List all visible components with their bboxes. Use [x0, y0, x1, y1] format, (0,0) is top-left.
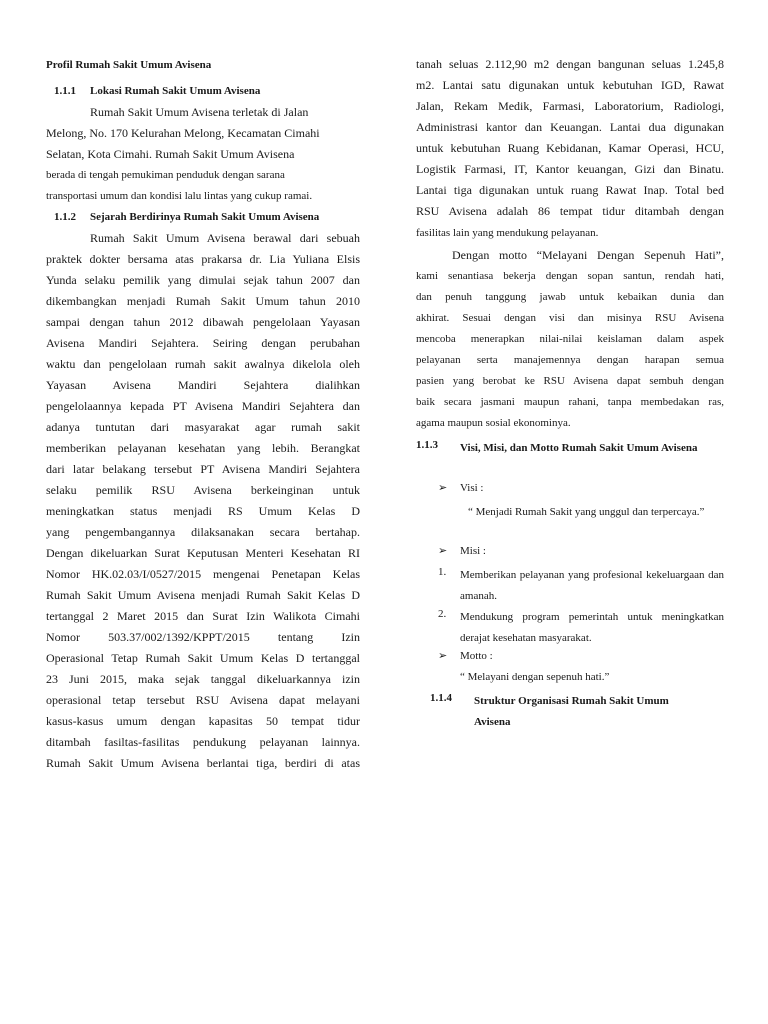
section-1-1-1-title: Lokasi Rumah Sakit Umum Avisena: [90, 85, 261, 97]
paragraph-line: adanya tuntutan dari masyarakat agar rumah sakit: [46, 420, 360, 434]
paragraph-line: Rumah Sakit Umum Avisena menjadi Rumah Sakit Kelas D: [46, 588, 360, 602]
paragraph-line: pelayanan serta manajemennya dengan harapan semua: [416, 354, 724, 366]
paragraph-line: memberikan pelayanan kesehatan yang lebih. Berangkat: [46, 441, 360, 455]
paragraph-line: Dengan dikeluarkan Surat Keputusan Menteri Kesehatan RI: [46, 546, 360, 560]
paragraph-line: untuk kebutuhan Ruang Kebidanan, Kamar Operasi, HCU,: [416, 141, 724, 155]
section-1-1-2-title: Sejarah Berdirinya Rumah Sakit Umum Avisena: [90, 211, 320, 223]
paragraph-line: ditambah fasiltas-fasilitas pendukung pelayanan lainnya.: [46, 735, 360, 749]
paragraph-line: Rumah Sakit Umum Avisena berlantai tiga, berdiri di atas: [46, 756, 360, 770]
paragraph-line: meningkatkan status menjadi RS Umum Kelas D: [46, 504, 360, 518]
paragraph-line: kasus-kasus umum dengan kapasitas 50 tempat tidur: [46, 714, 360, 728]
paragraph-line: Rumah Sakit Umum Avisena terletak di Jalan: [90, 105, 309, 119]
paragraph-line: Logistik Farmasi, IT, Kantor keuangan, Gizi dan Binatu.: [416, 162, 724, 176]
motto-text: “ Melayani dengan sepenuh hati.”: [460, 671, 610, 683]
paragraph-line: dikembangkan menjadi Rumah Sakit Umum tahun 2010: [46, 294, 360, 308]
paragraph-line: selaku pemilik RSU Avisena berkeinginan untuk: [46, 483, 360, 497]
document-title: Profil Rumah Sakit Umum Avisena: [46, 59, 212, 71]
paragraph-line: Administrasi kantor dan Keuangan. Lantai dua digunakan: [416, 120, 724, 134]
section-1-1-4-number: 1.1.4: [430, 692, 452, 704]
paragraph-line: RSU Avisena adalah 86 tempat tidur ditambah dengan: [416, 204, 724, 218]
paragraph-line: baik secara jasmani maupun rahani, tanpa membedakan ras,: [416, 396, 724, 408]
section-1-1-1-number: 1.1.1: [54, 85, 76, 97]
misi-item-text: Mendukung program pemerintah untuk meningkatkan derajat kesehatan masyarakat.: [460, 611, 724, 644]
paragraph-line: Melong, No. 170 Kelurahan Melong, Kecamatan Cimahi: [46, 126, 320, 140]
misi-item-number: 1.: [438, 566, 447, 578]
paragraph-line: Rumah Sakit Umum Avisena berawal dari sebuah: [90, 231, 360, 245]
paragraph-line: dan penuh tanggung jawab untuk kebaikan dunia dan: [416, 291, 724, 303]
paragraph-line: pengelolaannya kepada PT Avisena Mandiri Sejahtera dan: [46, 399, 360, 413]
paragraph-line: tertanggal 2 Maret 2015 dan Surat Izin Walikota Cimahi: [46, 609, 360, 623]
paragraph-line: akhirat. Sesuai dengan visi dan misinya RSU Avisena: [416, 312, 724, 324]
paragraph-line: agama maupun sosial ekonominya.: [416, 417, 571, 429]
misi-item-number: 2.: [438, 608, 447, 620]
paragraph-line: Nomor HK.02.03/I/0527/2015 mengenai Penetapan Kelas: [46, 567, 360, 581]
section-1-1-3-number: 1.1.3: [416, 439, 438, 451]
paragraph-line: Jalan, Rekam Medik, Farmasi, Laboratorium, Radiologi,: [416, 99, 724, 113]
paragraph-line: 23 Juni 2015, maka sejak tanggal dikeluarkannya izin: [46, 672, 360, 686]
paragraph-line: mencoba menerapkan nilai-nilai keislaman dalam aspek: [416, 333, 724, 345]
misi-label: Misi :: [460, 545, 486, 557]
misi-item-text: Memberikan pelayanan yang profesional kekeluargaan dan amanah.: [460, 569, 724, 602]
paragraph-line: Nomor 503.37/002/1392/KPPT/2015 tentang Izin: [46, 630, 360, 644]
arrow-bullet-icon: ➢: [438, 650, 448, 662]
paragraph-line: praktek dokter bersama atas prakarsa dr. Lia Yuliana Elsis: [46, 252, 360, 266]
paragraph-line: dari latar belakang tersebut PT Avisena Mandiri Sejahtera: [46, 462, 360, 476]
section-1-1-4-title: Struktur Organisasi Rumah Sakit Umum Avisena: [474, 695, 669, 728]
paragraph-line: Dengan motto “Melayani Dengan Sepenuh Hati”,: [452, 248, 724, 262]
paragraph-line: transportasi umum dan kondisi lalu lintas yang cukup ramai.: [46, 190, 313, 202]
paragraph-line: Yunda selaku pemilik yang dimulai sejak tahun 2007 dan: [46, 273, 360, 287]
paragraph-line: pasien yang berobat ke RSU Avisena dapat sembuh dengan: [416, 375, 724, 387]
paragraph-line: Avisena Mandiri Sejahtera. Seiring dengan perubahan: [46, 336, 360, 350]
paragraph-line: fasilitas lain yang mendukung pelayanan.: [416, 227, 599, 239]
arrow-bullet-icon: ➢: [438, 482, 448, 494]
paragraph-line: m2. Lantai satu digunakan untuk kebutuhan IGD, Rawat: [416, 78, 724, 92]
paragraph-line: tanah seluas 2.112,90 m2 dengan bangunan seluas 1.245,8: [416, 57, 724, 71]
paragraph-line: yang pengembangannya dilaksanakan secara bertahap.: [46, 525, 360, 539]
paragraph-line: Operasional Tetap Rumah Sakit Umum Kelas D tertanggal: [46, 651, 360, 665]
motto-label: Motto :: [460, 650, 493, 662]
paragraph-line: waktu dan pengelolaan rumah sakit awalnya dikelola oleh: [46, 357, 360, 371]
paragraph-line: operasional tetap tersebut RSU Avisena dapat melayani: [46, 693, 360, 707]
paragraph-line: sampai dengan tahun 2012 dibawah pengelolaan Yayasan: [46, 315, 360, 329]
paragraph-line: berada di tengah pemukiman penduduk dengan sarana: [46, 169, 285, 181]
paragraph-line: Selatan, Kota Cimahi. Rumah Sakit Umum Avisena: [46, 147, 295, 161]
paragraph-line: Lantai tiga digunakan untuk ruang Rawat Inap. Total bed: [416, 183, 724, 197]
arrow-bullet-icon: ➢: [438, 545, 448, 557]
section-1-1-2-number: 1.1.2: [54, 211, 76, 223]
visi-label: Visi :: [460, 482, 484, 494]
paragraph-line: kami senantiasa bekerja dengan sopan santun, rendah hati,: [416, 270, 724, 282]
visi-text: “ Menjadi Rumah Sakit yang unggul dan terpercaya.”: [468, 506, 705, 518]
section-1-1-3-title: Visi, Misi, dan Motto Rumah Sakit Umum Avisena: [460, 442, 698, 454]
paragraph-line: Yayasan Avisena Mandiri Sejahtera dialihkan: [46, 378, 360, 392]
